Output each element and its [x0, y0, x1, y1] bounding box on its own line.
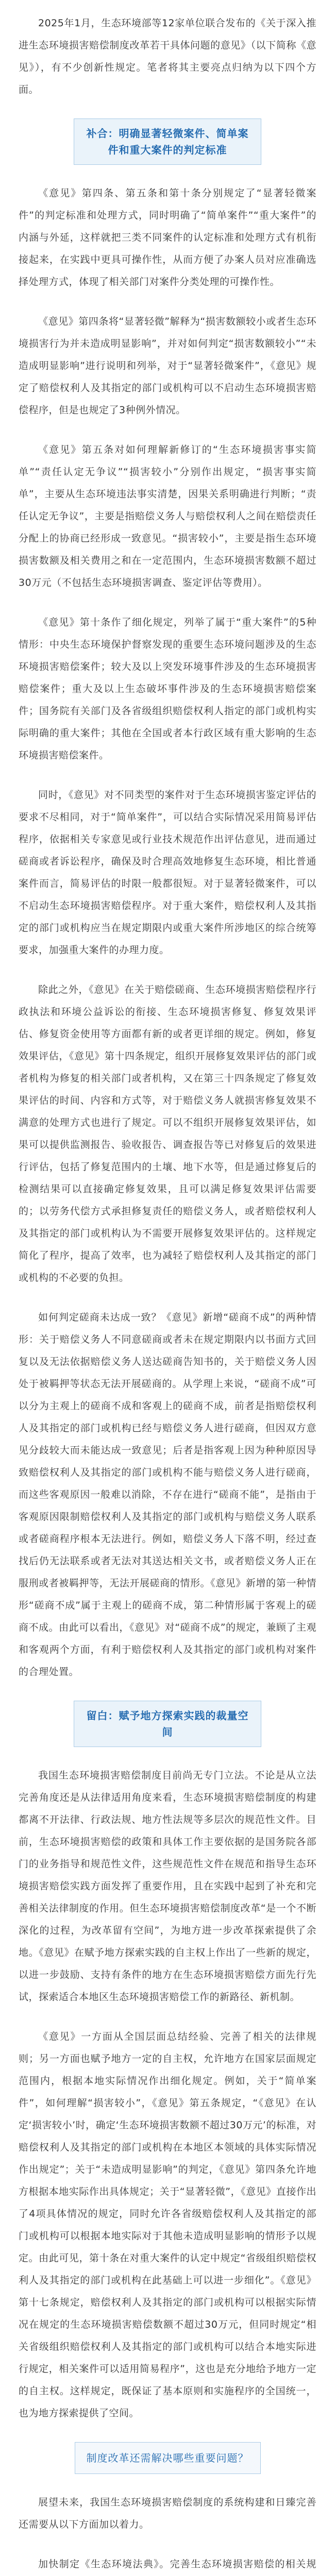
section-title: 明确显著轻微案件、简单案件和重大案件的判定标准	[108, 127, 249, 156]
section-heading-box	[75, 2442, 261, 2474]
body-paragraph: 如何判定磋商未达成一致？《意见》新增“磋商不成”的两种情形：关于赔偿义务人不同意磋商或者未在规定期限内以书面方式回复以及无法依据赔偿义务人送达磋商告知书的，关于赔偿义务人因处于被羁押等状态无法开展磋商的。从学理上来说，“磋商不成”可以分为主观上的磋商不成和客观上的磋商不成，前者是指赔偿权利人及其指定的部门或机构已经与赔偿义务人进行磋商，但因双方意见分歧较大而未能达成一致意见；后者是指客观上因为种种原因导致赔偿权利人及其指定的部门或机构不能与赔偿义务人进行磋商，而这些客观原因一般难以消除，不存在进行“磋商不能”，是指由于客观原因限制赔偿权利人及其指定的部门或机构与赔偿义务人联系或者磋商程序根本无法进行。例如，赔偿义务人下落不明，经过查找后仍无法联系或者无法对其送达相关文书，或者赔偿义务人正在服刑或者被羁押等，无法开展磋商的情形。《意见》新增的第一种情形“磋商不成”属于主观上的磋商不成，第二种情形属于客观上的磋商不成。由此可以看出，《意见》对“磋商不成”的规定，兼顾了主观和客观两个方面，有利于赔偿权利人及其指定的部门或机构对案件的合理处置。	[19, 1312, 316, 1677]
body-paragraph: 《意见》第五条对如何理解新修订的“生态环境损害事实简单”“责任认定无争议”“损害较小”分别作出规定，“损害事实简单”，主要从生态环境违法事实清楚，因果关系明确进行判断；“责任认定无争议”，主要是指赔偿义务人与赔偿权利人之间在赔偿责任分配上的协商已经形成一致意见。“损害较小”，主要是指生态环境损害数额及相关费用之和在一定范围内，生态环境损害数额不超过30万元（不包括生态环境损害调查、鉴定评估等费用）。	[19, 444, 316, 588]
section-heading-3	[19, 2442, 316, 2474]
body-paragraph: 除此之外，《意见》在关于赔偿磋商、生态环境损害赔偿程序行政执法和环境公益诉讼的衔接、生态环境损害修复、修复效果评估、修复资金使用等方面都有新的或者更详细的规定。例如，修复效果评估，《意见》第十四条规定，组织开展修复效果评估的部门或者机构为修复的相关部门或者机构，又在第三十四条规定了修复效果评估的时间、内容和方式等，对于赔偿义务人就损害修复效果不满意的处理方式也进行了规定。可以不组织开展修复效果评估，如果可以提供监测报告、验收报告、调查报告等已对修复后的效果进行评估，包括了修复范围内的土壤、地下水等，但是通过修复后的检测结果可以直接确定修复效果，且可以满足修复效果评估需要的；以劳务代偿方式承担修复责任的赔偿义务人，或者赔偿权利人及其指定的部门或机构认为不需要开展修复效果评估的。这样规定简化了程序，提高了效率，也为减轻了赔偿权利人及其指定的部门或机构的不必要的负担。	[19, 984, 316, 1283]
section-tag: 留白：	[86, 1709, 119, 1722]
body-paragraph: 《意见》第四条、第五条和第十条分别规定了“显著轻微案件”的判定标准和处理方式，同时明确了“简单案件”“重大案件”的内涵与外延，这样就把三类不同案件的认定标准和处理方式有机衔接起来，在实践中更具可操作性，从而方便了办案人员对应准确选择处理方式，体现了相关部门对案件分类处理的可操作性。	[19, 188, 316, 287]
section-tag: 补合：	[86, 127, 119, 140]
body-paragraph: 《意见》第四条将“显著轻微”解释为“损害数额较小或者生态环境损害行为并未造成明显影响”，并对如何判定“损害数额较小”“未造成明显影响”进行说明和列举，对于“显著轻微案件”，《意见》规定了赔偿权利人及其指定的部门或机构可以不启动生态环境损害赔偿程序，但是也规定了3种例外情况。	[19, 316, 316, 416]
section-title: 制度改革还需解决哪些重要问题？	[86, 2452, 249, 2464]
body-paragraph: 《意见》第十条作了细化规定，列举了属于“重大案件”的5种情形：中央生态环境保护督察发现的重要生态环境问题涉及的生态环境损害赔偿案件；较大及以上突发环境事件涉及的生态环境损害赔偿案件；重大及以上生态破坏事件涉及的生态环境损害赔偿案件；国务院有关部门及各省级组织赔偿权利人指定的部门或机构实际明确的重大案件；其他在全国或者本行政区域有重大影响的生态环境损害赔偿案件。	[19, 617, 316, 761]
body-paragraph: 我国生态环境损害赔偿制度目前尚无专门立法。不论是从立法完善角度还是从法律适用角度来看，生态环境损害赔偿制度的构建都离不开法律、行政法规、地方性法规等多层次的规范性文件。目前，生态环境损害赔偿的政策和具体工作主要依据的是国务院各部门的业务指导和规范性文件，这些规范性文件在规范和指导生态环境损害赔偿实践方面发挥了重要作用，且在实践中起到了补充和完善相关法律制度的作用。但生态环境损害赔偿制度改革“是一个不断深化的过程，为改革留有空间”，为地方进一步改革探索提供了余地。《意见》在赋予地方探索实践的自主权上作出了一些新的规定，以进一步鼓励、支持有条件的地方在生态环境损害赔偿方面先行先试，探索适合本地区生态环境损害赔偿工作的新路径、新机制。	[19, 1770, 316, 2003]
section-heading-1	[19, 118, 316, 165]
body-paragraph: 同时，《意见》对不同类型的案件对于生态环境损害鉴定评估的要求不尽相同，对于“简单案件”，可以结合实际情况采用简易评估程序，依据相关专家意见或行业技术规范作出评估意见，进而通过磋商或者诉讼程序，确保及时合理高效地修复生态环境，相比普通案件而言，简易评估的时限一般都很短。对于显著轻微案件，可以不启动生态环境损害赔偿程序。对于重大案件，赔偿权利人及其指定的部门或机构应当在规定期限内或重大案件所涉地区的综合统筹要求，加强重大案件的办理力度。	[19, 789, 316, 956]
section-heading-2	[19, 1701, 316, 1747]
section-heading-box	[74, 1701, 261, 1747]
body-paragraph: 加快制定《生态环境法典》。完善生态环境损害赔偿的相关规	[38, 2558, 316, 2570]
body-paragraph: 《意见》一方面从全国层面总结经验、完善了相关的法律规则；另一方面也赋予地方一定的自主权，允许地方在国家层面规定范围内，根据本地实际情况作出细化规定。例如，关于“简单案件”，如何理解“损害较小”，《意见》第五条规定，“《意见》在认定‘损害较小’时，确定‘生态环境损害数额不超过30万元’的标准，对赔偿权利人及其指定的部门或机构在本地区本领域的具体实际情况作出规定”；关于“未造成明显影响”的判定，《意见》第四条允许地方根据本地实际作出具体规定；关于“显著轻微”，《意见》直接作出了4项具体情况的规定，同时允许各省级赔偿权利人及其指定的部门或机构可以根据本地实际对于其他未造成明显影响的情形予以规定。由此可见，第十条在对重大案件的认定中规定“省级组织赔偿权利人及其指定的部门或机构在此基础上可以进一步细化”。《意见》第十七条规定，赔偿权利人及其指定的部门或机构可以根据实际情况在规定的生态环境损害赔偿数额不超过30万元，但同时规定“相关省级组织赔偿权利人及其指定的部门或机构可以结合本地实际进行规定，相关案件可以适用简易程序”，这也是充分地给予地方一定的自主权。这样规定，既保证了基本原则和实施程序的全国统一，也为地方探索提供了空间。	[19, 2031, 316, 2419]
intro-paragraph: 2025年1月，生态环境部等12家单位联合发布的《关于深入推进生态环境损害赔偿制度改革若干具体问题的意见》（以下简称《意见》），有不少创新性规定。笔者将其主要亮点归纳为以下四个方面。	[19, 18, 316, 95]
section-heading-box	[74, 118, 261, 165]
body-paragraph: 展望未来，我国生态环境损害赔偿制度的系统构建和日臻完善还需要从以下方面加以着力。	[19, 2497, 316, 2530]
section-title: 赋予地方探索实践的裁量空间	[119, 1709, 249, 1738]
